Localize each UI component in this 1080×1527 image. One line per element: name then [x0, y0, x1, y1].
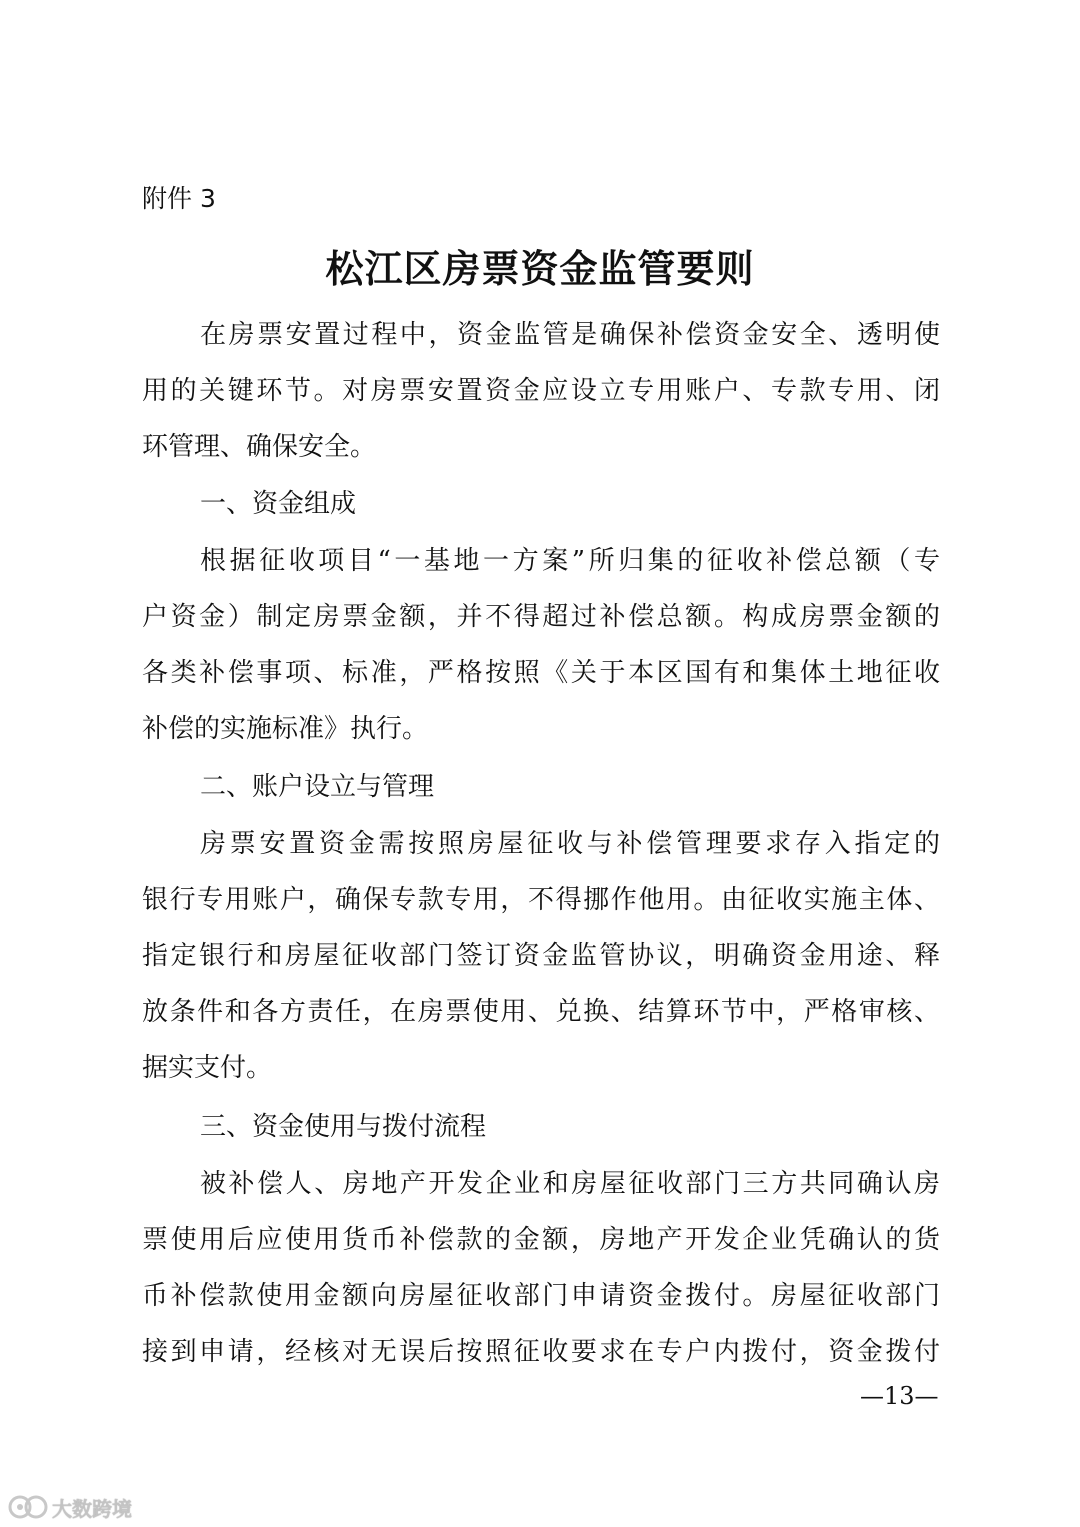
paragraph-line: 接到申请，经核对无误后按照征收要求在专户内拨付，资金拨付 [142, 1337, 940, 1367]
paragraph-line: 房票安置资金需按照房屋征收与补偿管理要求存入指定的 [200, 829, 940, 859]
page-title: 松江区房票资金监管要则 [325, 247, 755, 291]
paragraph-line: 放条件和各方责任，在房票使用、兑换、结算环节中，严格审核、 [142, 997, 940, 1027]
section-paragraph-funds-disbursement [142, 1156, 940, 1380]
section-heading-funds-composition: 一、资金组成 [200, 489, 357, 519]
paragraph-line: 用的关键环节。对房票安置资金应设立专用账户、专款专用、闭 [142, 376, 940, 406]
paragraph-line: 各类补偿事项、标准，严格按照《关于本区国有和集体土地征收 [142, 658, 940, 688]
paragraph-line: 补偿的实施标准》执行。 [142, 714, 429, 744]
section-paragraph-account-management [142, 816, 940, 1096]
paragraph-line: 指定银行和房屋征收部门签订资金监管协议，明确资金用途、释 [142, 941, 940, 971]
paragraph-line: 被补偿人、房地产开发企业和房屋征收部门三方共同确认房 [200, 1169, 940, 1199]
watermark-text: 大数跨境 [52, 1497, 132, 1521]
paragraph-line: 币补偿款使用金额向房屋征收部门申请资金拨付。房屋征收部门 [142, 1281, 940, 1311]
paragraph-line: 根据征收项目“一基地一方案”所归集的征收补偿总额（专 [200, 546, 940, 576]
paragraph-line: 票使用后应使用货币补偿款的金额，房地产开发企业凭确认的货 [142, 1225, 940, 1255]
paragraph-line: 户资金）制定房票金额，并不得超过补偿总额。构成房票金额的 [142, 602, 940, 632]
paragraph-line: 环管理、确保安全。 [142, 432, 377, 462]
section-heading-account-management: 二、账户设立与管理 [200, 772, 435, 802]
page-number: —13— [860, 1382, 939, 1410]
section-heading-funds-disbursement: 三、资金使用与拨付流程 [200, 1112, 487, 1142]
attachment-label: 附件 3 [142, 184, 216, 213]
section-paragraph-funds-composition [142, 533, 940, 757]
paragraph-line: 银行专用账户，确保专款专用，不得挪作他用。由征收实施主体、 [142, 885, 940, 915]
paragraph-line: 据实支付。 [142, 1053, 273, 1083]
intro-paragraph [142, 307, 940, 475]
paragraph-line: 在房票安置过程中，资金监管是确保补偿资金安全、透明使 [200, 320, 940, 350]
